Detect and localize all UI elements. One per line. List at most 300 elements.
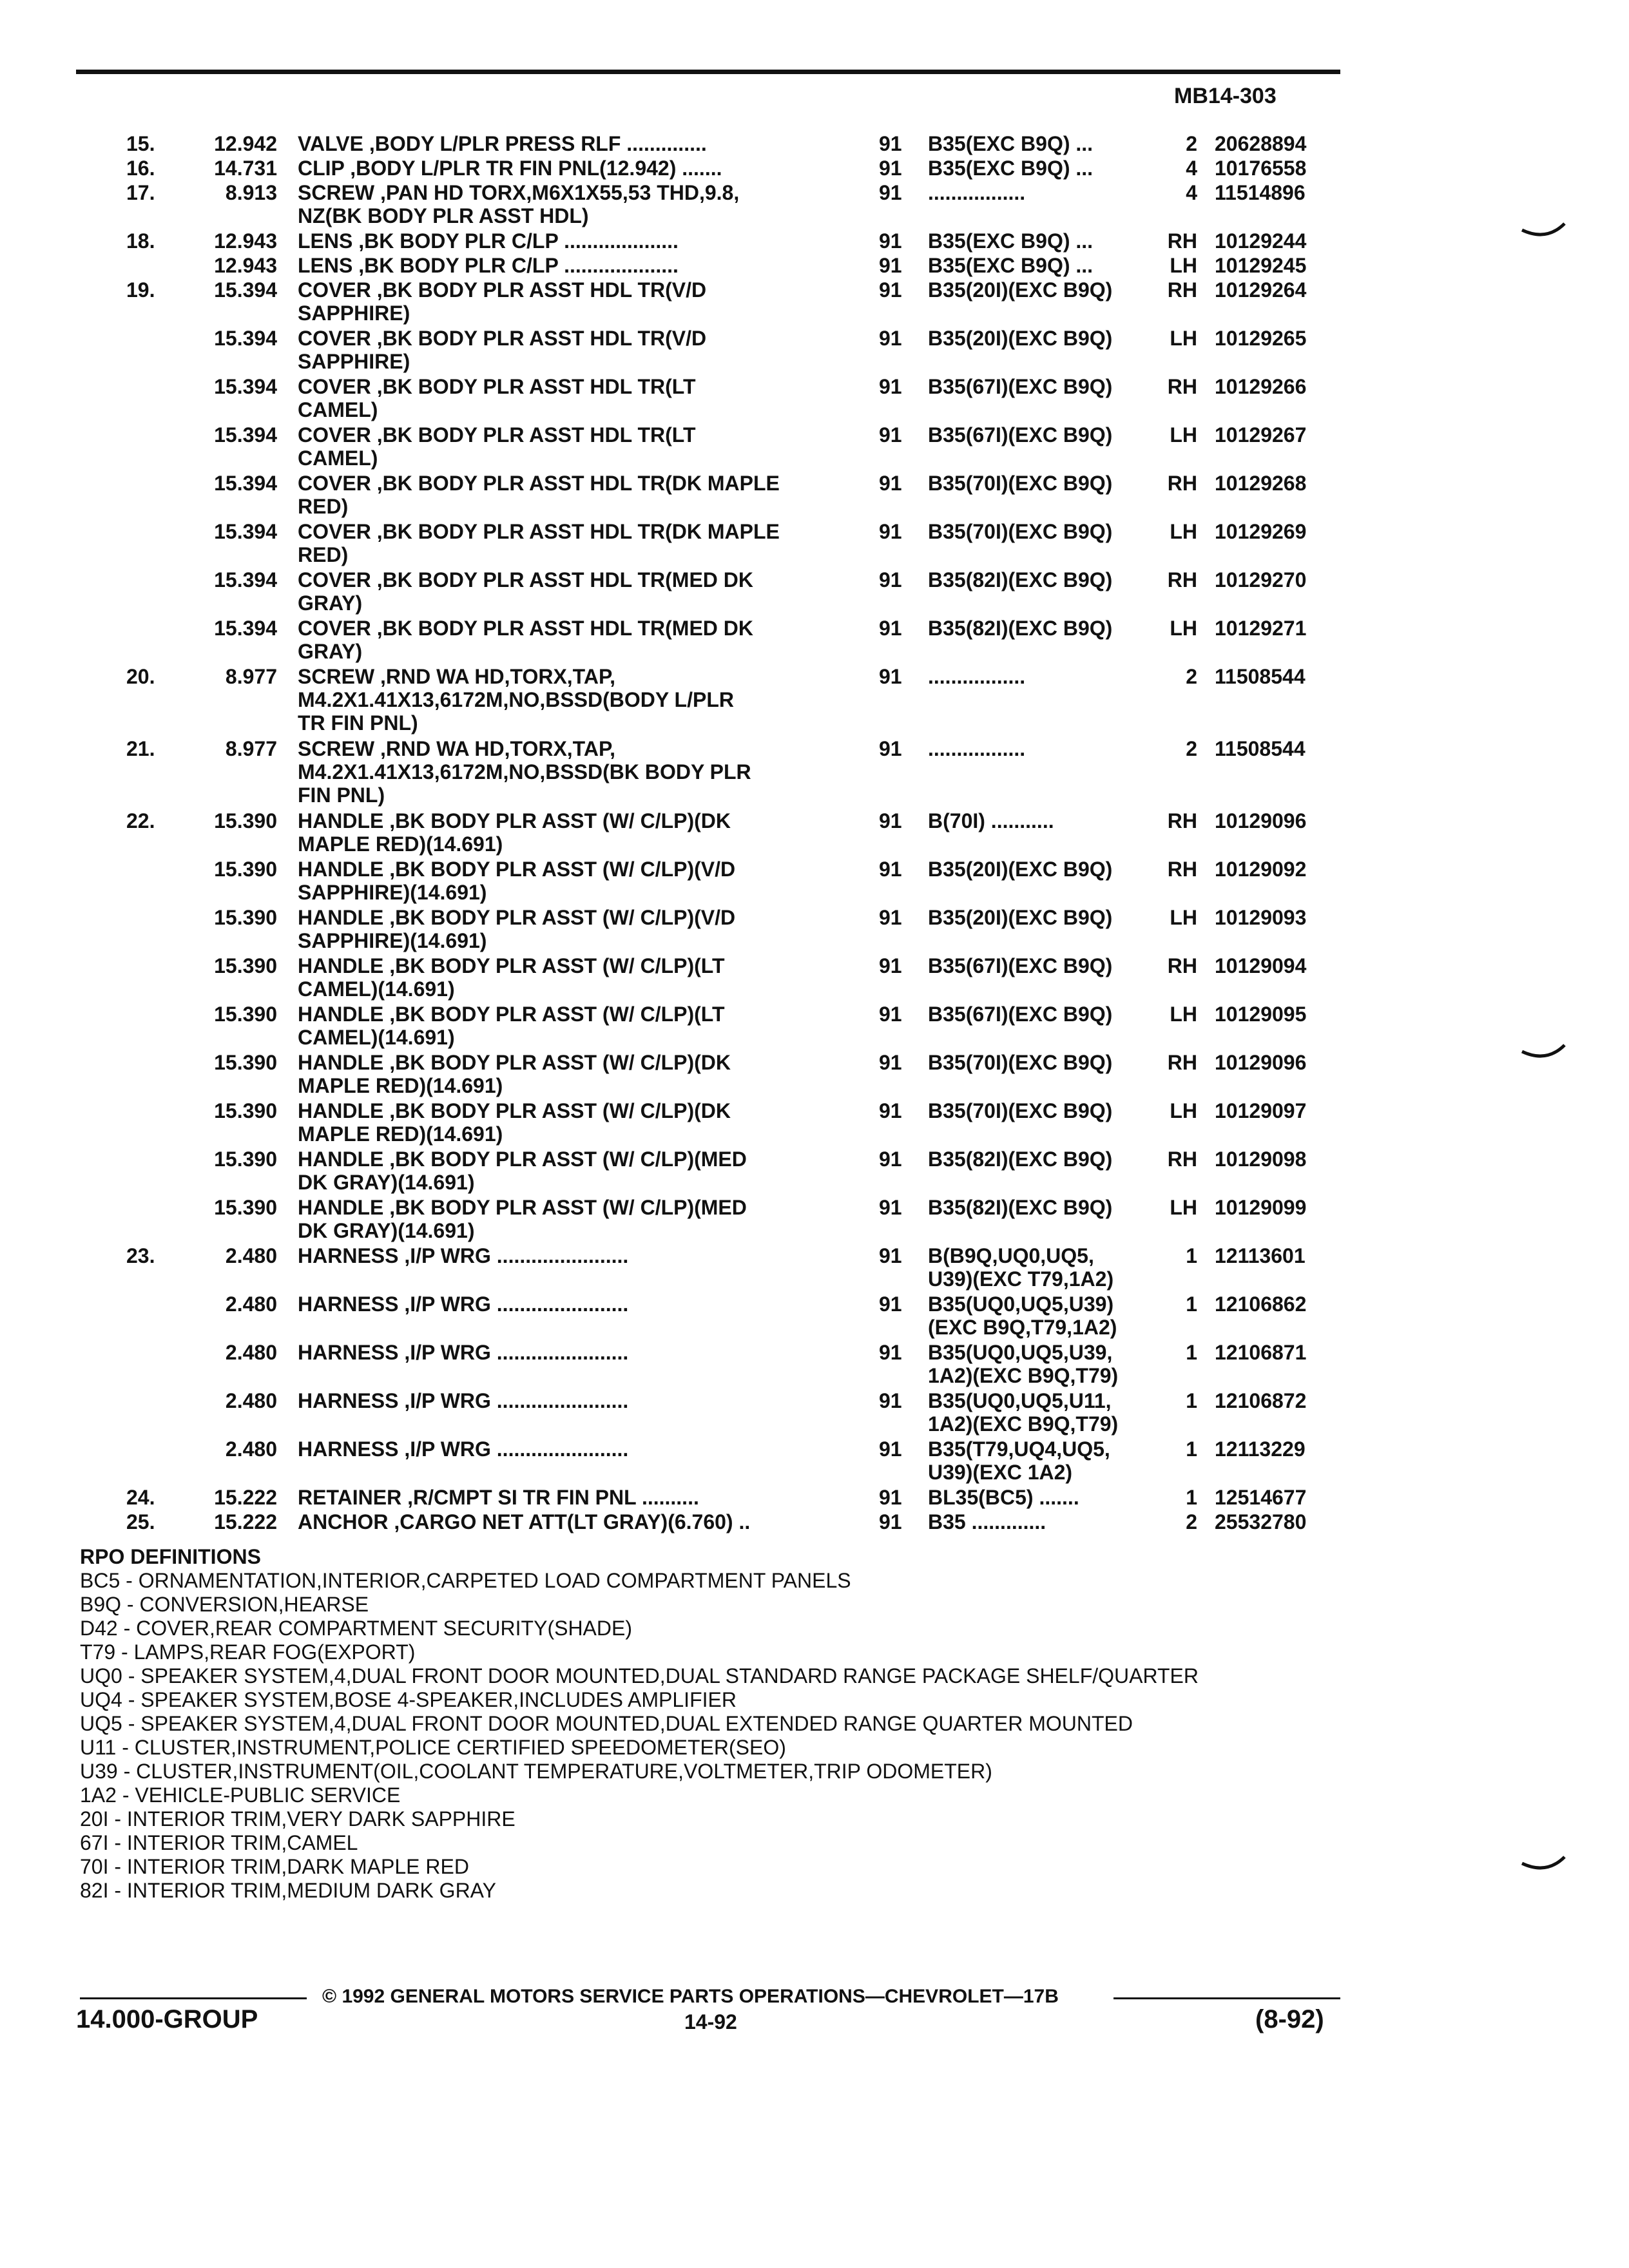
- model-year: 91: [879, 568, 902, 591]
- group-number: 15.394: [214, 472, 277, 495]
- quantity: 2: [1186, 665, 1197, 688]
- description-line: MAPLE RED)(14.691): [298, 1122, 503, 1146]
- usage-line: B35(EXC B9Q) ...: [928, 229, 1094, 253]
- description-line: DK GRAY)(14.691): [298, 1171, 475, 1194]
- part-number: 12106872: [1215, 1389, 1307, 1412]
- group-number: 15.394: [214, 617, 277, 640]
- rpo-definition: UQ5 - SPEAKER SYSTEM,4,DUAL FRONT DOOR MOUNTED,DUAL EXTENDED RANGE QUARTER MOUNTED: [80, 1712, 1133, 1735]
- footer-copyright: © 1992 GENERAL MOTORS SERVICE PARTS OPERATIONS—CHEVROLET—17B: [322, 1986, 1059, 2007]
- model-year: 91: [879, 906, 902, 929]
- group-number: 2.480: [225, 1437, 277, 1461]
- description-line: HANDLE ,BK BODY PLR ASST (W/ C/LP)(MED: [298, 1148, 747, 1171]
- description-line: M4.2X1.41X13,6172M,NO,BSSD(BK BODY PLR: [298, 760, 751, 783]
- rpo-definition: T79 - LAMPS,REAR FOG(EXPORT): [80, 1640, 416, 1664]
- part-number: 10129267: [1215, 423, 1307, 447]
- model-year: 91: [879, 423, 902, 447]
- usage-line: B35(70I)(EXC B9Q): [928, 1099, 1113, 1122]
- description-line: SAPPHIRE)(14.691): [298, 929, 487, 952]
- usage-line: U39)(EXC 1A2): [928, 1461, 1073, 1484]
- footer-group: 14.000-GROUP: [76, 2005, 258, 2033]
- usage-line: B35(67I)(EXC B9Q): [928, 954, 1113, 977]
- quantity: 1: [1186, 1389, 1197, 1412]
- model-year: 91: [879, 1510, 902, 1533]
- model-year: 91: [879, 1293, 902, 1316]
- model-year: 91: [879, 617, 902, 640]
- part-number: 12106871: [1215, 1341, 1307, 1364]
- part-number: 12113229: [1215, 1437, 1306, 1461]
- description: [298, 1293, 628, 1316]
- description: [298, 568, 753, 615]
- usage-line: B35(82I)(EXC B9Q): [928, 568, 1113, 591]
- margin-mark-2: [1521, 1044, 1566, 1063]
- part-number: 10129270: [1215, 568, 1307, 591]
- description-line: GRAY): [298, 640, 363, 663]
- model-year: 91: [879, 1341, 902, 1364]
- usage: [928, 906, 1112, 929]
- item-number: 23.: [126, 1244, 155, 1267]
- quantity: LH: [1170, 520, 1197, 543]
- model-year: 91: [879, 1003, 902, 1026]
- group-number: 2.480: [225, 1244, 277, 1267]
- model-year: 91: [879, 229, 902, 253]
- quantity: RH: [1167, 278, 1197, 302]
- usage-line: B35(67I)(EXC B9Q): [928, 423, 1113, 447]
- item-number: 16.: [126, 157, 155, 180]
- description-line: LENS ,BK BODY PLR C/LP ....................: [298, 254, 679, 277]
- usage-line: U39)(EXC T79,1A2): [928, 1267, 1114, 1291]
- description: [298, 520, 780, 566]
- description: [298, 375, 696, 421]
- item-number: 24.: [126, 1486, 155, 1509]
- usage-line: 1A2)(EXC B9Q,T79): [928, 1364, 1119, 1387]
- description: [298, 157, 722, 180]
- item-number: 21.: [126, 737, 155, 760]
- usage: [928, 568, 1112, 591]
- part-number: 12113601: [1215, 1244, 1306, 1267]
- quantity: RH: [1167, 1051, 1197, 1074]
- description-line: HANDLE ,BK BODY PLR ASST (W/ C/LP)(DK: [298, 1051, 731, 1074]
- part-number: 10129098: [1215, 1148, 1307, 1171]
- item-number: 19.: [126, 278, 155, 302]
- usage: [928, 954, 1112, 977]
- group-number: 2.480: [225, 1293, 277, 1316]
- model-year: 91: [879, 278, 902, 302]
- description-line: HARNESS ,I/P WRG .......................: [298, 1341, 629, 1364]
- usage: [928, 181, 1025, 204]
- part-number: 10129096: [1215, 1051, 1307, 1074]
- description-line: MAPLE RED)(14.691): [298, 832, 503, 856]
- model-year: 91: [879, 1437, 902, 1461]
- usage-line: B(B9Q,UQ0,UQ5,: [928, 1244, 1094, 1267]
- usage: [928, 423, 1112, 447]
- usage: [928, 1341, 1118, 1387]
- usage-line: B35(70I)(EXC B9Q): [928, 472, 1113, 495]
- usage: [928, 472, 1112, 495]
- usage-line: B35(70I)(EXC B9Q): [928, 520, 1113, 543]
- usage-line: B35(82I)(EXC B9Q): [928, 1196, 1113, 1219]
- description: [298, 737, 751, 807]
- description-line: RED): [298, 495, 349, 518]
- usage-line: B35(20I)(EXC B9Q): [928, 858, 1113, 881]
- usage: [928, 1244, 1113, 1291]
- item-number: 17.: [126, 181, 155, 204]
- part-number: 10129244: [1215, 229, 1307, 253]
- description: [298, 858, 735, 904]
- usage: [928, 132, 1093, 155]
- quantity: RH: [1167, 1148, 1197, 1171]
- usage-line: B35(20I)(EXC B9Q): [928, 906, 1113, 929]
- description: [298, 1196, 747, 1242]
- rpo-definition: B9Q - CONVERSION,HEARSE: [80, 1593, 369, 1616]
- quantity: 1: [1186, 1341, 1197, 1364]
- usage-line: B35(UQ0,UQ5,U39): [928, 1293, 1114, 1316]
- description: [298, 1099, 731, 1146]
- usage: [928, 520, 1112, 543]
- rpo-definition: U11 - CLUSTER,INSTRUMENT,POLICE CERTIFIED SPEEDOMETER(SEO): [80, 1736, 786, 1759]
- quantity: LH: [1170, 906, 1197, 929]
- quantity: LH: [1170, 254, 1197, 277]
- description-line: HANDLE ,BK BODY PLR ASST (W/ C/LP)(V/D: [298, 858, 736, 881]
- description-line: COVER ,BK BODY PLR ASST HDL TR(LT: [298, 375, 696, 398]
- usage-line: B35(20I)(EXC B9Q): [928, 327, 1113, 350]
- model-year: 91: [879, 472, 902, 495]
- description: [298, 423, 696, 470]
- description-line: CAMEL)(14.691): [298, 977, 455, 1001]
- part-number: 10129093: [1215, 906, 1307, 929]
- usage-line: B35(UQ0,UQ5,U39,: [928, 1341, 1113, 1364]
- usage: [928, 1486, 1079, 1509]
- group-number: 15.390: [214, 1196, 277, 1219]
- model-year: 91: [879, 665, 902, 688]
- model-year: 91: [879, 181, 902, 204]
- description: [298, 181, 739, 227]
- description-line: MAPLE RED)(14.691): [298, 1074, 503, 1097]
- description-line: TR FIN PNL): [298, 711, 418, 735]
- part-number: 20628894: [1215, 132, 1307, 155]
- group-number: 15.390: [214, 1003, 277, 1026]
- usage: [928, 1510, 1046, 1533]
- part-number: 10129099: [1215, 1196, 1307, 1219]
- model-year: 91: [879, 157, 902, 180]
- description-line: SAPPHIRE)(14.691): [298, 881, 487, 904]
- top-rule: [76, 70, 1340, 74]
- quantity: LH: [1170, 1196, 1197, 1219]
- description: [298, 617, 753, 663]
- description: [298, 1244, 628, 1267]
- model-year: 91: [879, 132, 902, 155]
- usage-line: BL35(BC5) .......: [928, 1486, 1079, 1509]
- part-number: 10129271: [1215, 617, 1307, 640]
- part-number: 10129269: [1215, 520, 1307, 543]
- footer-rule-left: [80, 1997, 307, 1999]
- model-year: 91: [879, 1389, 902, 1412]
- usage: [928, 1051, 1112, 1074]
- description-line: COVER ,BK BODY PLR ASST HDL TR(DK MAPLE: [298, 520, 780, 543]
- description-line: SCREW ,PAN HD TORX,M6X1X55,53 THD,9.8,: [298, 181, 740, 204]
- description: [298, 809, 731, 856]
- rpo-definition: BC5 - ORNAMENTATION,INTERIOR,CARPETED LOAD COMPARTMENT PANELS: [80, 1569, 851, 1592]
- quantity: 2: [1186, 1510, 1197, 1533]
- rpo-definition: 20I - INTERIOR TRIM,VERY DARK SAPPHIRE: [80, 1807, 516, 1831]
- usage-line: B35(UQ0,UQ5,U11,: [928, 1389, 1112, 1412]
- description-line: M4.2X1.41X13,6172M,NO,BSSD(BODY L/PLR: [298, 688, 734, 711]
- description: [298, 665, 734, 735]
- part-number: 10129096: [1215, 809, 1307, 832]
- rpo-definition: UQ4 - SPEAKER SYSTEM,BOSE 4-SPEAKER,INCLUDES AMPLIFIER: [80, 1688, 737, 1711]
- model-year: 91: [879, 520, 902, 543]
- group-number: 8.977: [225, 665, 277, 688]
- part-number: 10129265: [1215, 327, 1307, 350]
- item-number: 18.: [126, 229, 155, 253]
- description-line: COVER ,BK BODY PLR ASST HDL TR(MED DK: [298, 617, 753, 640]
- usage: [928, 1003, 1112, 1026]
- description: [298, 1389, 628, 1412]
- model-year: 91: [879, 809, 902, 832]
- rpo-definitions: [80, 1545, 1199, 1903]
- model-year: 91: [879, 1148, 902, 1171]
- usage-line: B35(82I)(EXC B9Q): [928, 617, 1113, 640]
- description-line: HANDLE ,BK BODY PLR ASST (W/ C/LP)(MED: [298, 1196, 747, 1219]
- usage: [928, 254, 1093, 277]
- description-line: SAPPHIRE): [298, 302, 410, 325]
- description-line: NZ(BK BODY PLR ASST HDL): [298, 204, 589, 227]
- part-number: 10129266: [1215, 375, 1307, 398]
- usage: [928, 858, 1112, 881]
- description: [298, 1148, 747, 1194]
- group-number: 15.394: [214, 375, 277, 398]
- description-line: ANCHOR ,CARGO NET ATT(LT GRAY)(6.760) ..: [298, 1510, 751, 1533]
- description: [298, 1051, 731, 1097]
- rpo-definition: U39 - CLUSTER,INSTRUMENT(OIL,COOLANT TEMPERATURE,VOLTMETER,TRIP ODOMETER): [80, 1760, 992, 1783]
- description-line: HARNESS ,I/P WRG .......................: [298, 1244, 629, 1267]
- description: [298, 327, 706, 373]
- model-year: 91: [879, 858, 902, 881]
- model-year: 91: [879, 254, 902, 277]
- part-number: 12514677: [1215, 1486, 1307, 1509]
- description: [298, 132, 707, 155]
- usage-line: B(70I) ...........: [928, 809, 1054, 832]
- group-number: 2.480: [225, 1389, 277, 1412]
- quantity: LH: [1170, 423, 1197, 447]
- description-line: FIN PNL): [298, 783, 385, 807]
- model-year: 91: [879, 1099, 902, 1122]
- model-year: 91: [879, 954, 902, 977]
- model-year: 91: [879, 737, 902, 760]
- item-number: 20.: [126, 665, 155, 688]
- quantity: RH: [1167, 954, 1197, 977]
- model-year: 91: [879, 327, 902, 350]
- usage: [928, 1099, 1112, 1122]
- part-number: 10129094: [1215, 954, 1307, 977]
- part-number: 10176558: [1215, 157, 1307, 180]
- rpo-definition: 70I - INTERIOR TRIM,DARK MAPLE RED: [80, 1855, 469, 1878]
- description-line: SCREW ,RND WA HD,TORX,TAP,: [298, 665, 616, 688]
- group-number: 15.390: [214, 1051, 277, 1074]
- description-line: CLIP ,BODY L/PLR TR FIN PNL(12.942) .......: [298, 157, 722, 180]
- group-number: 15.394: [214, 327, 277, 350]
- quantity: LH: [1170, 327, 1197, 350]
- description-line: CAMEL): [298, 398, 378, 421]
- description-line: HANDLE ,BK BODY PLR ASST (W/ C/LP)(LT: [298, 1003, 725, 1026]
- rpo-definition: D42 - COVER,REAR COMPARTMENT SECURITY(SHADE): [80, 1617, 632, 1640]
- margin-mark-1: [1521, 222, 1566, 242]
- usage-line: .................: [928, 665, 1026, 688]
- quantity: 1: [1186, 1486, 1197, 1509]
- usage-line: B35(82I)(EXC B9Q): [928, 1148, 1113, 1171]
- quantity: 2: [1186, 737, 1197, 760]
- description-line: COVER ,BK BODY PLR ASST HDL TR(DK MAPLE: [298, 472, 780, 495]
- part-number: 10129264: [1215, 278, 1307, 302]
- part-number: 12106862: [1215, 1293, 1307, 1316]
- usage: [928, 157, 1093, 180]
- usage-line: B35 .............: [928, 1510, 1046, 1533]
- part-number: 11508544: [1215, 737, 1306, 760]
- rpo-definition: 1A2 - VEHICLE-PUBLIC SERVICE: [80, 1783, 401, 1807]
- group-number: 2.480: [225, 1341, 277, 1364]
- usage: [928, 278, 1112, 302]
- usage-line: .................: [928, 181, 1026, 204]
- footer-rule-right: [1113, 1997, 1340, 1999]
- description: [298, 278, 706, 325]
- group-number: 8.913: [225, 181, 277, 204]
- description-line: SCREW ,RND WA HD,TORX,TAP,: [298, 737, 616, 760]
- usage: [928, 809, 1054, 832]
- quantity: 2: [1186, 132, 1197, 155]
- usage-line: B35(T79,UQ4,UQ5,: [928, 1437, 1110, 1461]
- rpo-definition: 82I - INTERIOR TRIM,MEDIUM DARK GRAY: [80, 1879, 496, 1902]
- quantity: RH: [1167, 809, 1197, 832]
- group-number: 15.222: [214, 1510, 277, 1533]
- usage: [928, 1148, 1112, 1171]
- footer-page-number: 14-92: [684, 2010, 737, 2033]
- rpo-definition: 67I - INTERIOR TRIM,CAMEL: [80, 1831, 358, 1854]
- part-number: 10129268: [1215, 472, 1307, 495]
- group-number: 12.943: [214, 229, 277, 253]
- part-number: 10129095: [1215, 1003, 1307, 1026]
- description: [298, 254, 679, 277]
- quantity: 4: [1186, 157, 1197, 180]
- quantity: LH: [1170, 617, 1197, 640]
- group-number: 15.394: [214, 520, 277, 543]
- usage: [928, 1196, 1112, 1219]
- description-line: HANDLE ,BK BODY PLR ASST (W/ C/LP)(V/D: [298, 906, 736, 929]
- footer-date: (8-92): [1255, 2005, 1324, 2033]
- model-year: 91: [879, 1051, 902, 1074]
- usage-line: .................: [928, 737, 1026, 760]
- quantity: RH: [1167, 229, 1197, 253]
- description-line: HARNESS ,I/P WRG .......................: [298, 1389, 629, 1412]
- quantity: 4: [1186, 181, 1197, 204]
- description-line: VALVE ,BODY L/PLR PRESS RLF ..............: [298, 132, 707, 155]
- group-number: 15.390: [214, 906, 277, 929]
- quantity: RH: [1167, 472, 1197, 495]
- description-line: RED): [298, 543, 349, 566]
- description-line: CAMEL): [298, 447, 378, 470]
- group-number: 15.394: [214, 278, 277, 302]
- part-number: 25532780: [1215, 1510, 1307, 1533]
- item-number: 22.: [126, 809, 155, 832]
- description-line: HANDLE ,BK BODY PLR ASST (W/ C/LP)(LT: [298, 954, 725, 977]
- usage: [928, 737, 1025, 760]
- group-number: 15.222: [214, 1486, 277, 1509]
- quantity: LH: [1170, 1099, 1197, 1122]
- usage-line: B35(70I)(EXC B9Q): [928, 1051, 1113, 1074]
- group-number: 15.390: [214, 809, 277, 832]
- description-line: RETAINER ,R/CMPT SI TR FIN PNL ..........: [298, 1486, 699, 1509]
- group-number: 12.943: [214, 254, 277, 277]
- model-year: 91: [879, 375, 902, 398]
- description-line: HANDLE ,BK BODY PLR ASST (W/ C/LP)(DK: [298, 809, 731, 832]
- model-year: 91: [879, 1244, 902, 1267]
- usage-line: 1A2)(EXC B9Q,T79): [928, 1412, 1119, 1436]
- group-number: 15.390: [214, 1148, 277, 1171]
- description: [298, 1003, 724, 1049]
- rpo-definition: UQ0 - SPEAKER SYSTEM,4,DUAL FRONT DOOR MOUNTED,DUAL STANDARD RANGE PACKAGE SHELF/QUARTER: [80, 1664, 1199, 1687]
- description-line: CAMEL)(14.691): [298, 1026, 455, 1049]
- quantity: 1: [1186, 1293, 1197, 1316]
- usage-line: B35(EXC B9Q) ...: [928, 254, 1094, 277]
- description: [298, 472, 780, 518]
- usage-line: B35(20I)(EXC B9Q): [928, 278, 1113, 302]
- description-line: COVER ,BK BODY PLR ASST HDL TR(V/D: [298, 278, 707, 302]
- quantity: LH: [1170, 1003, 1197, 1026]
- usage: [928, 1293, 1117, 1339]
- page-id: MB14-303: [1174, 84, 1277, 108]
- group-number: 12.942: [214, 132, 277, 155]
- description-line: HARNESS ,I/P WRG .......................: [298, 1293, 629, 1316]
- description: [298, 1437, 628, 1461]
- rpo-title: RPO DEFINITIONS: [80, 1545, 261, 1568]
- description-line: HANDLE ,BK BODY PLR ASST (W/ C/LP)(DK: [298, 1099, 731, 1122]
- margin-mark-3: [1521, 1856, 1566, 1875]
- description-line: COVER ,BK BODY PLR ASST HDL TR(LT: [298, 423, 696, 447]
- group-number: 15.390: [214, 954, 277, 977]
- part-number: 10129097: [1215, 1099, 1307, 1122]
- model-year: 91: [879, 1196, 902, 1219]
- usage-line: B35(67I)(EXC B9Q): [928, 1003, 1113, 1026]
- description: [298, 1341, 628, 1364]
- description: [298, 1510, 750, 1533]
- description: [298, 906, 735, 952]
- item-number: 15.: [126, 132, 155, 155]
- group-number: 8.977: [225, 737, 277, 760]
- quantity: RH: [1167, 375, 1197, 398]
- description-line: HARNESS ,I/P WRG .......................: [298, 1437, 629, 1461]
- part-number: 10129245: [1215, 254, 1307, 277]
- description-line: SAPPHIRE): [298, 350, 410, 373]
- usage: [928, 617, 1112, 640]
- usage: [928, 665, 1025, 688]
- description-line: DK GRAY)(14.691): [298, 1219, 475, 1242]
- usage: [928, 375, 1112, 398]
- quantity: RH: [1167, 858, 1197, 881]
- model-year: 91: [879, 1486, 902, 1509]
- quantity: RH: [1167, 568, 1197, 591]
- part-number: 11508544: [1215, 665, 1306, 688]
- usage-line: B35(67I)(EXC B9Q): [928, 375, 1113, 398]
- description: [298, 229, 679, 253]
- usage: [928, 229, 1093, 253]
- description-line: GRAY): [298, 591, 363, 615]
- quantity: 1: [1186, 1437, 1197, 1461]
- group-number: 15.394: [214, 568, 277, 591]
- usage-line: B35(EXC B9Q) ...: [928, 132, 1094, 155]
- item-number: 25.: [126, 1510, 155, 1533]
- description: [298, 1486, 699, 1509]
- part-number: 10129092: [1215, 858, 1307, 881]
- group-number: 15.390: [214, 858, 277, 881]
- group-number: 15.394: [214, 423, 277, 447]
